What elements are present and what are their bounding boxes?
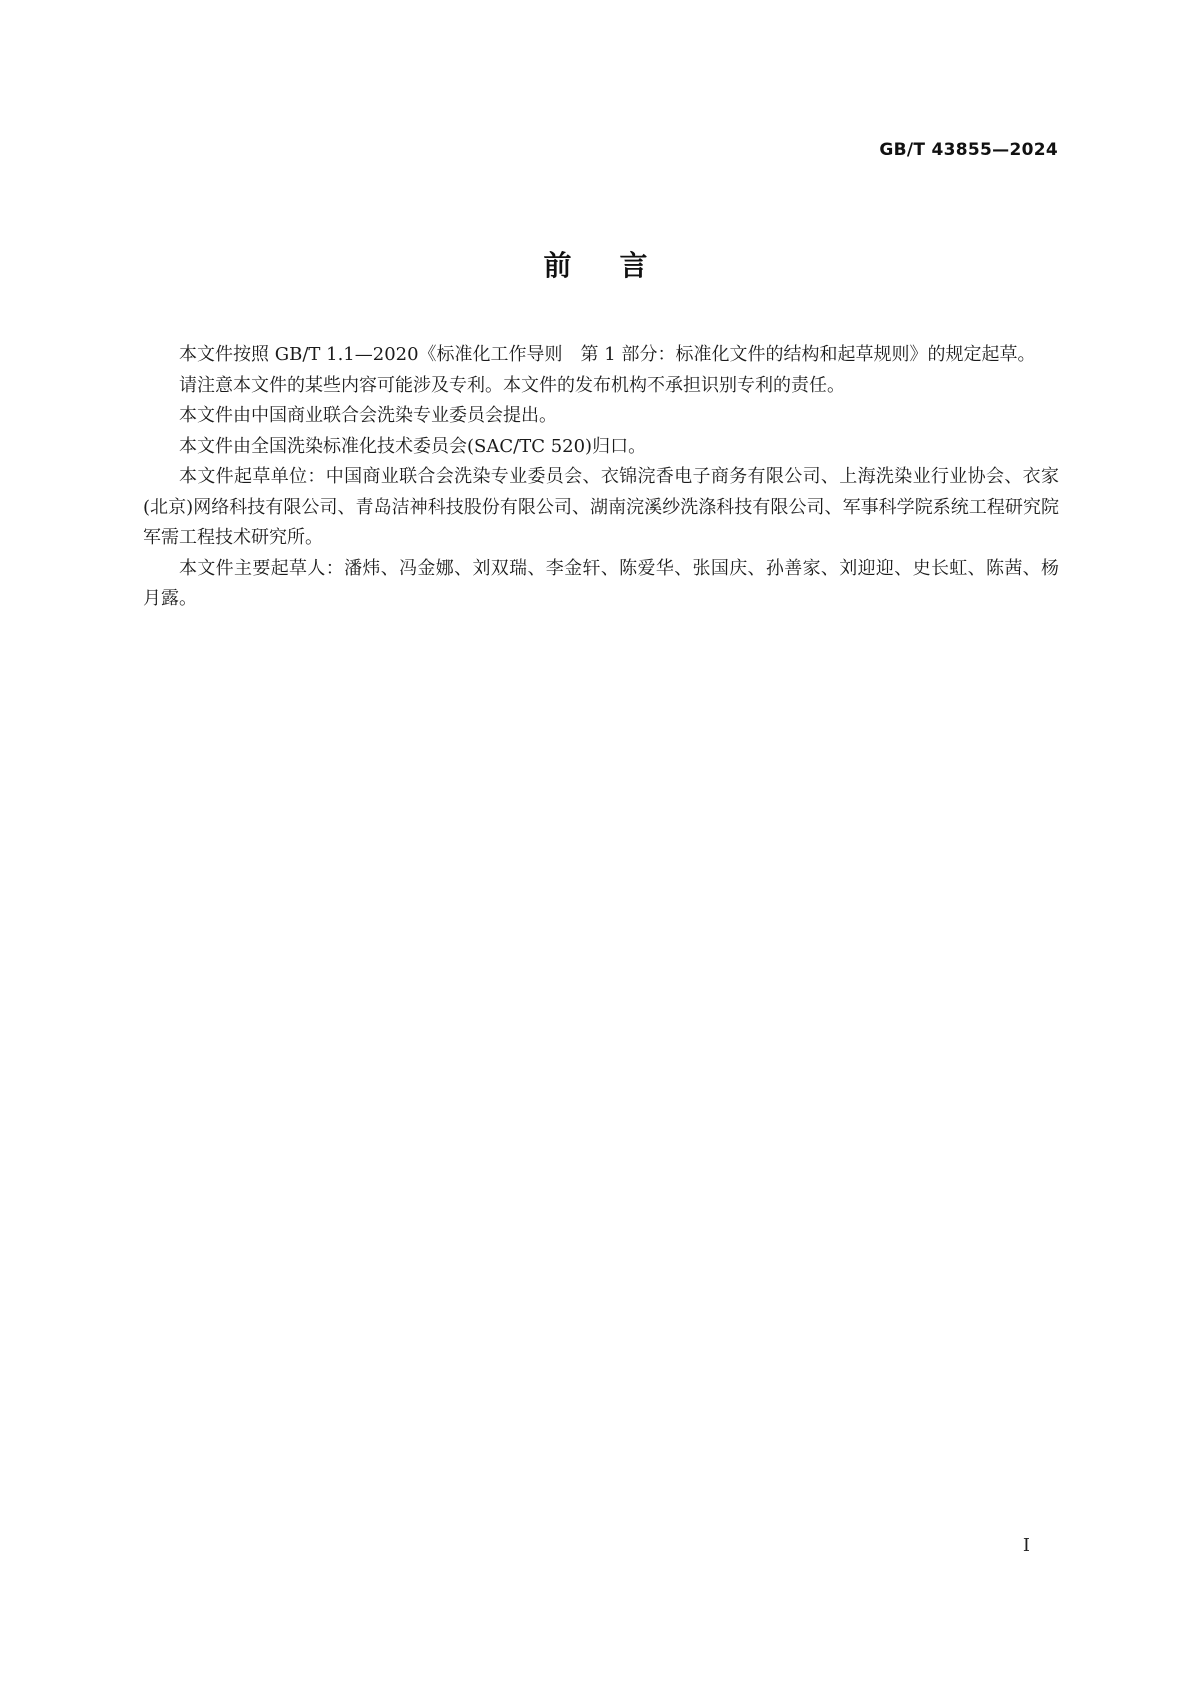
document-body: [143, 340, 1059, 615]
paragraph-proposer: 本文件由中国商业联合会洗染专业委员会提出。: [179, 405, 557, 426]
paragraph-technical-committee: 本文件由全国洗染标准化技术委员会(SAC/TC 520)归口。: [179, 435, 647, 457]
paragraph-drafting-rules: 本文件按照 GB/T 1.1—2020《标准化工作导则 第 1 部分：标准化文件的结构和起草规则》的规定起草。: [179, 344, 1036, 365]
paragraph-drafting-units: 本文件起草单位：中国商业联合会洗染专业委员会、衣锦浣香电子商务有限公司、上海洗染业行业协会、衣家(北京)网络科技有限公司、青岛洁神科技股份有限公司、湖南浣溪纱洗涤科技有限公司、军事科学院系统工程研究院军需工程技术研究所。: [143, 466, 1059, 548]
page-number: I: [1022, 1535, 1030, 1556]
paragraph-drafters: 本文件主要起草人：潘炜、冯金娜、刘双瑞、李金轩、陈爱华、张国庆、孙善家、刘迎迎、史长虹、陈茜、杨月露。: [143, 557, 1059, 609]
page-title: 前言: [543, 249, 696, 282]
paragraph-patent-notice: 请注意本文件的某些内容可能涉及专利。本文件的发布机构不承担识别专利的责任。: [179, 374, 845, 396]
document-code: GB/T 43855—2024: [879, 140, 1058, 160]
